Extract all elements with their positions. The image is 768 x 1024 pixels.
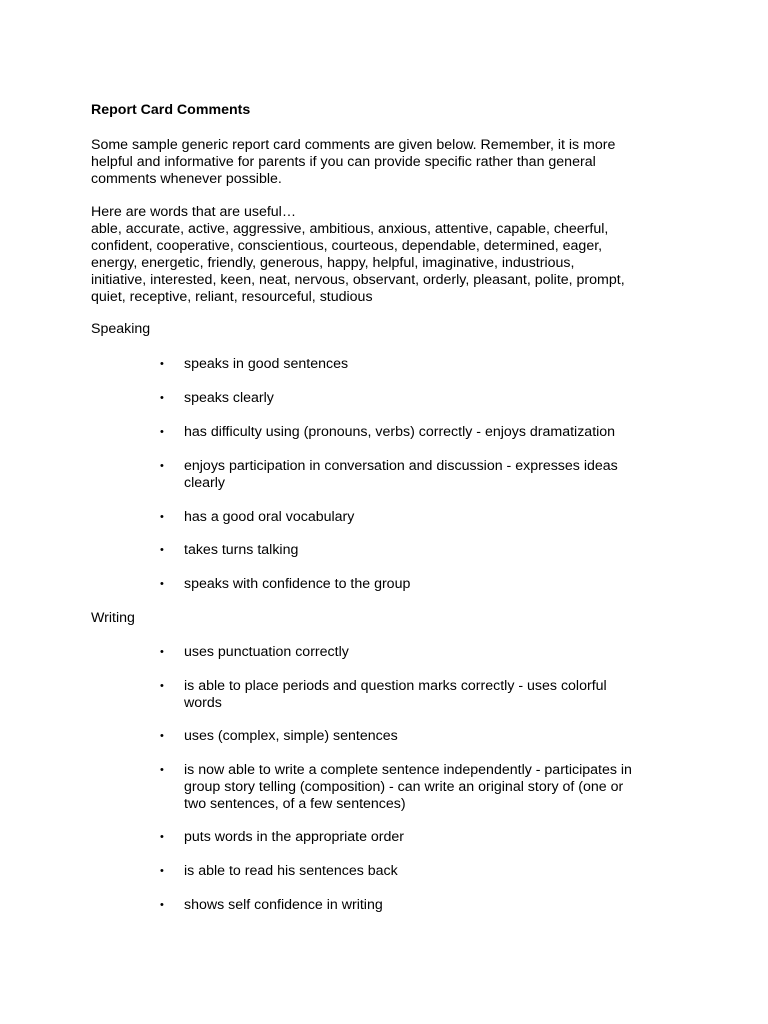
bullet-dot-icon: •	[160, 831, 164, 843]
writing-item-4: is now able to write a complete sentence independently - participates in group story telling (composition) - can write an original story of (one or two sentences, of a few sentences)	[184, 762, 632, 812]
speaking-item-1: speaks in good sentences	[184, 356, 349, 372]
bullet-dot-icon: •	[160, 899, 164, 911]
words-intro: Here are words that are useful…	[91, 204, 297, 220]
writing-item-6: is able to read his sentences back	[184, 863, 398, 879]
bullet-dot-icon: •	[160, 730, 164, 742]
bullet-dot-icon: •	[160, 392, 164, 404]
speaking-heading: Speaking	[91, 321, 151, 337]
bullet-dot-icon: •	[160, 578, 164, 590]
bullet-dot-icon: •	[160, 680, 164, 692]
bullet-dot-icon: •	[160, 764, 164, 776]
bullet-dot-icon: •	[160, 426, 164, 438]
writing-item-5: puts words in the appropriate order	[184, 829, 405, 845]
writing-heading: Writing	[91, 610, 135, 626]
writing-item-1: uses punctuation correctly	[184, 644, 349, 660]
speaking-item-6: takes turns talking	[184, 542, 299, 558]
bullet-dot-icon: •	[160, 544, 164, 556]
speaking-item-2: speaks clearly	[184, 390, 274, 406]
writing-item-7: shows self confidence in writing	[184, 897, 383, 913]
speaking-item-5: has a good oral vocabulary	[184, 509, 355, 525]
speaking-item-4: enjoys participation in conversation and discussion - expresses ideas clearly	[184, 458, 618, 491]
bullet-dot-icon: •	[160, 511, 164, 523]
bullet-dot-icon: •	[160, 646, 164, 658]
speaking-item-3: has difficulty using (pronouns, verbs) correctly - enjoys dramatization	[184, 424, 616, 440]
useful-words-list: able, accurate, active, aggressive, ambitious, anxious, attentive, capable, cheerful, confident, cooperative, conscientious, courteous, dependable, determined, eager, energy, energetic, friendly, generous, happy, helpful, imaginative, industrious, initiative, interested, keen, neat, nervous, observant, orderly, pleasant, polite, prompt, quiet, receptive, reliant, resourceful, studious	[91, 221, 625, 305]
bullet-dot-icon: •	[160, 358, 164, 370]
writing-item-3: uses (complex, simple) sentences	[184, 728, 398, 744]
bullet-dot-icon: •	[160, 865, 164, 877]
document-title: Report Card Comments	[91, 102, 251, 118]
writing-item-2: is able to place periods and question marks correctly - uses colorful words	[184, 678, 607, 711]
bullet-dot-icon: •	[160, 460, 164, 472]
speaking-item-7: speaks with confidence to the group	[184, 576, 411, 592]
intro-paragraph: Some sample generic report card comments are given below. Remember, it is more helpful and informative for parents if you can provide specific rather than general comments whenever possible.	[91, 137, 616, 187]
